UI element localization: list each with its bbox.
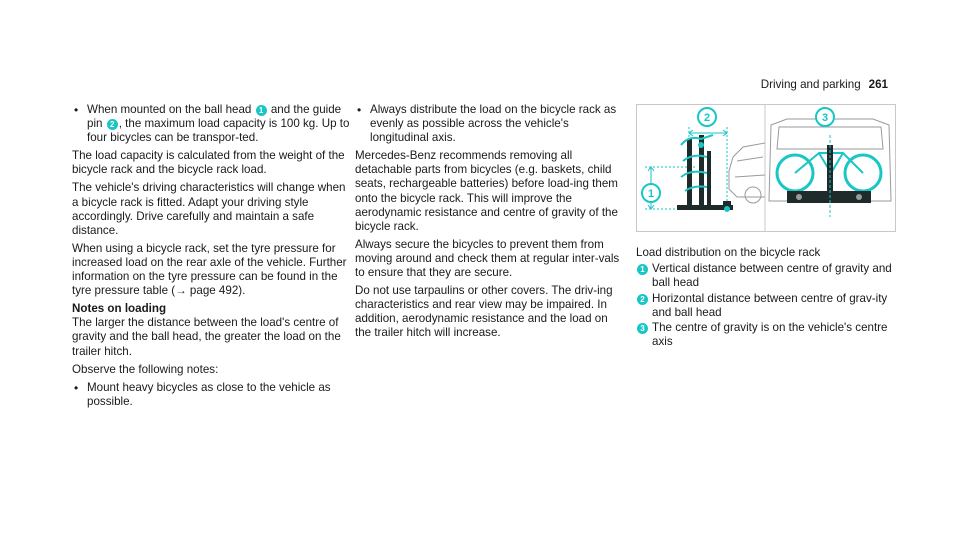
paragraph-tyre-pressure	[72, 242, 350, 298]
callout-2	[698, 108, 716, 126]
text-column-1	[72, 103, 350, 413]
ball-head-point	[724, 206, 730, 212]
callout-2-label: 2	[703, 112, 711, 124]
bullet-distribute-load: • Always distribute the load on the bicycle rack as evenly as possible across the vehicle's longitudinal axis.	[355, 103, 625, 145]
paragraph-secure-bicycles: Always secure the bicycles to prevent them from moving around and check them at regular inter-vals to ensure that they are secure.	[355, 237, 620, 280]
page-number: 261	[868, 78, 888, 91]
bicycle-rack-illustration	[636, 104, 896, 232]
bicycle-rack-diagram	[637, 105, 895, 231]
callout-1	[642, 184, 660, 202]
bullet-text: and the guide pin	[87, 103, 342, 131]
caption-item-2	[636, 292, 896, 320]
figure-caption-title: Load distribution on the bicycle rack	[636, 246, 821, 259]
arrow-icon: →	[175, 284, 187, 298]
paragraph-covers: Do not use tarpaulins or other covers. The driv-ing characteristics and rear view may be impaired. In addition, aerodynamic resistance and the load on the trailer hitch will increase.	[355, 284, 613, 340]
page-reference-link[interactable]: page 492).	[186, 284, 246, 298]
paragraph-driving-characteristics: The vehicle's driving characteristics will change when a bicycle rack is fitted. Adapt your driving style accordingly. Drive carefully and maintain a safe distance.	[72, 181, 346, 237]
callout-3-label: 3	[821, 112, 829, 124]
marker-2-badge: 2	[107, 119, 118, 130]
bullet-text: , the maximum load capacity is 100 kg. Up to four bicycles can be transpor-ted.	[87, 117, 350, 145]
marker-1-badge: 1	[256, 105, 267, 116]
section-title: Driving and parking	[760, 78, 861, 91]
callout-3	[816, 108, 834, 126]
paragraph-detachable-parts: Mercedes-Benz recommends removing all detachable parts from bicycles (e.g. baskets, child seats, rechargeable batteries) before load-ing them onto the bicycle rack. This will improve the aerodynamic resistance and centre of gravity of the bicycle rack.	[355, 149, 618, 233]
text-column-2	[355, 103, 625, 345]
bullet-mounting-capacity	[72, 103, 350, 145]
paragraph-load-capacity: The load capacity is calculated from the weight of the bicycle rack and the bicycle rack load.	[72, 149, 345, 177]
running-header	[761, 78, 888, 92]
paragraph-text: When using a bicycle rack, set the tyre pressure for increased load on the rear axle of the vehicle. Further information on the tyre pressure can be found in the tyre pressure table (	[72, 241, 347, 298]
caption-text-2: Horizontal distance between centre of grav-ity and ball head	[652, 292, 888, 320]
paragraph-observe: Observe the following notes:	[72, 362, 219, 376]
bullet-heavy-bicycles: • Mount heavy bicycles as close to the vehicle as possible.	[72, 381, 350, 409]
centre-of-gravity-point	[698, 142, 704, 148]
callout-1-label: 1	[647, 188, 655, 200]
section-heading: Notes on loading	[72, 302, 167, 316]
caption-marker-1: 1	[637, 264, 648, 275]
caption-item-1	[636, 262, 896, 290]
bullet-text: When mounted on the ball head	[87, 103, 252, 116]
caption-marker-2: 2	[637, 294, 648, 305]
caption-marker-3: 3	[637, 323, 648, 334]
paragraph-distance: The larger the distance between the load's centre of gravity and the ball head, the greater the load on the trailer hitch.	[72, 316, 341, 358]
caption-item-3	[636, 321, 896, 349]
caption-text-3: The centre of gravity is on the vehicle's centre axis	[652, 321, 888, 349]
caption-text-1: Vertical distance between centre of gravity and ball head	[652, 262, 892, 290]
